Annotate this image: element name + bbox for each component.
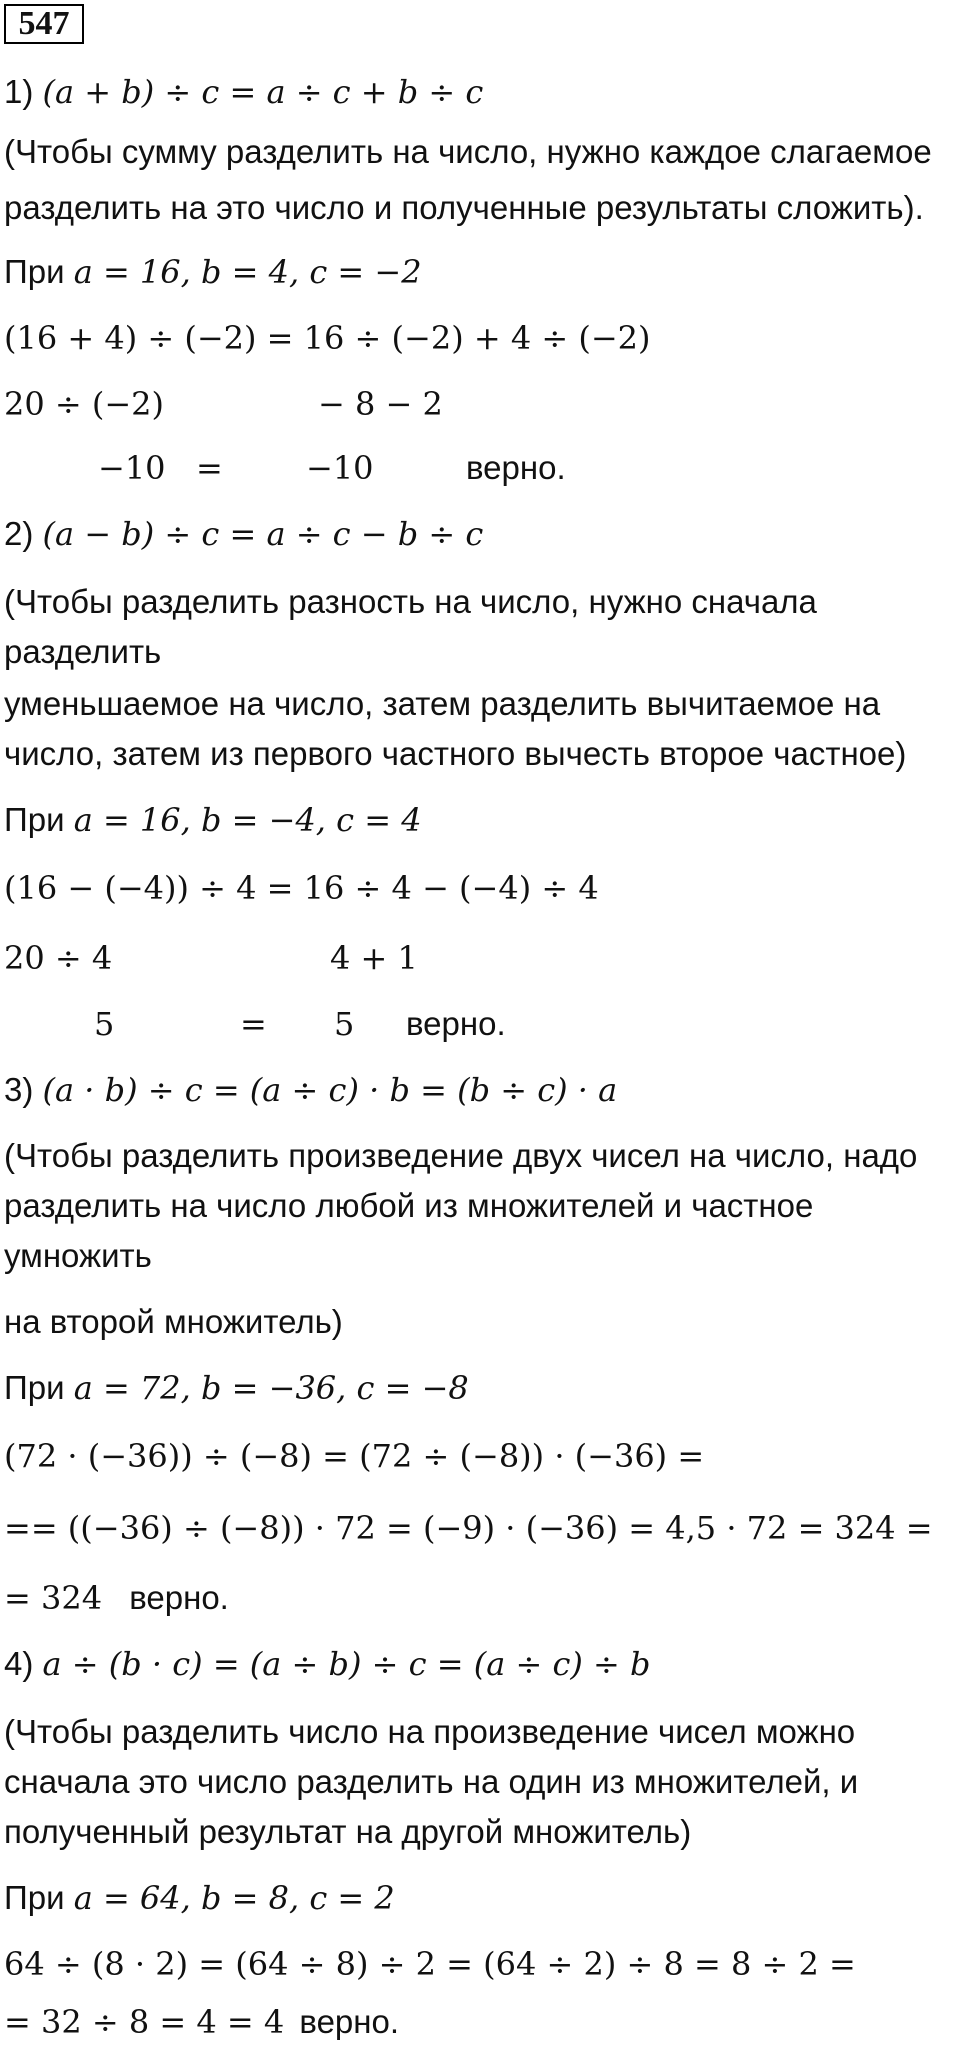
s4-formula-label: 4) <box>4 1645 34 1682</box>
s2-given-label: При <box>4 801 65 838</box>
s3-equation-result: = 324 <box>4 1579 103 1617</box>
s2-rule-line-2: разделить <box>4 633 162 670</box>
s4-formula-line <box>4 1644 650 1684</box>
s3-equation-line-2: == ((−36) ÷ (−8)) · 72 = (−9) · (−36) = 4,5 · 72 = 324 = <box>4 1509 933 1547</box>
s2-result-equals: = <box>240 1005 267 1043</box>
s1-given-label: При <box>4 253 65 290</box>
s1-verdict: верно. <box>466 449 566 486</box>
s1-result-right: −10 <box>306 449 374 487</box>
s4-formula: a ÷ (b · c) = (a ÷ b) ÷ c = (a ÷ c) ÷ b <box>42 1645 651 1683</box>
s4-equation-line-1: 64 ÷ (8 · 2) = (64 ÷ 8) ÷ 2 = (64 ÷ 2) ÷ 8 = 8 ÷ 2 = <box>4 1945 856 1983</box>
s4-rule-line-2: сначала это число разделить на один из множителей, и <box>4 1763 859 1800</box>
s4-rule-line-1: (Чтобы разделить число на произведение чисел можно <box>4 1713 856 1750</box>
s2-result-left: 5 <box>94 1005 115 1043</box>
s3-formula: (a · b) ÷ c = (a ÷ c) · b = (b ÷ c) · a <box>42 1071 618 1109</box>
s2-equation: (16 − (−4)) ÷ 4 = 16 ÷ 4 − (−4) ÷ 4 <box>4 869 599 907</box>
s3-rule-line-4: на второй множитель) <box>4 1303 343 1340</box>
s2-right-side: 4 + 1 <box>330 939 418 977</box>
s1-given: a = 16, b = 4, c = −2 <box>73 253 422 291</box>
s1-rule-line-1: (Чтобы сумму разделить на число, нужно каждое слагаемое <box>4 133 932 170</box>
s2-formula-line <box>4 514 483 554</box>
s1-given-line <box>4 252 422 292</box>
s2-verdict: верно. <box>406 1005 506 1042</box>
s2-rule-line-3: уменьшаемое на число, затем разделить вычитаемое на <box>4 685 881 722</box>
s4-rule-line-3: полученный результат на другой множитель) <box>4 1813 692 1850</box>
s2-given: a = 16, b = −4, c = 4 <box>73 801 422 839</box>
s3-given-line <box>4 1368 469 1408</box>
s3-equation-line-3 <box>4 1578 229 1618</box>
s1-formula-line <box>4 72 483 112</box>
s3-rule-line-3: умножить <box>4 1237 152 1274</box>
s4-verdict: верно. <box>299 2003 400 2040</box>
s4-equation-result: = 32 ÷ 8 = 4 = 4 <box>4 2003 285 2041</box>
s4-equation-line-2 <box>4 2002 399 2042</box>
s1-equation: (16 + 4) ÷ (−2) = 16 ÷ (−2) + 4 ÷ (−2) <box>4 319 651 357</box>
s1-right-side: − 8 − 2 <box>318 385 443 423</box>
task-number-box: 547 <box>4 4 84 44</box>
s1-formula: (a + b) ÷ c = a ÷ c + b ÷ c <box>42 73 484 111</box>
s2-left-side: 20 ÷ 4 <box>4 939 113 977</box>
s2-result-right: 5 <box>334 1005 355 1043</box>
s4-given-label: При <box>4 1879 65 1916</box>
s4-given: a = 64, b = 8, c = 2 <box>73 1879 395 1917</box>
s1-result-left: −10 <box>98 449 166 487</box>
s1-left-side: 20 ÷ (−2) <box>4 385 165 423</box>
s3-rule-line-1: (Чтобы разделить произведение двух чисел на число, надо <box>4 1137 918 1174</box>
s2-rule-line-4: число, затем из первого частного вычесть второе частное) <box>4 735 907 772</box>
s3-rule-line-2: разделить на число любой из множителей и частное <box>4 1187 814 1224</box>
s3-given-label: При <box>4 1369 65 1406</box>
s2-rule-line-1: (Чтобы разделить разность на число, нужно сначала <box>4 583 817 620</box>
s2-given-line <box>4 800 422 840</box>
s2-formula-label: 2) <box>4 515 34 552</box>
s3-verdict: верно. <box>129 1579 229 1616</box>
s2-formula: (a − b) ÷ c = a ÷ c − b ÷ c <box>42 515 484 553</box>
s1-rule-line-2: разделить на это число и полученные результаты сложить). <box>4 189 924 226</box>
s3-formula-label: 3) <box>4 1071 34 1108</box>
s3-given: a = 72, b = −36, c = −8 <box>73 1369 469 1407</box>
s4-given-line <box>4 1878 395 1918</box>
s3-formula-line <box>4 1070 617 1110</box>
s1-result-equals: = <box>196 449 223 487</box>
s3-equation-line-1: (72 · (−36)) ÷ (−8) = (72 ÷ (−8)) · (−36) = <box>4 1437 705 1475</box>
s1-formula-label: 1) <box>4 73 34 110</box>
